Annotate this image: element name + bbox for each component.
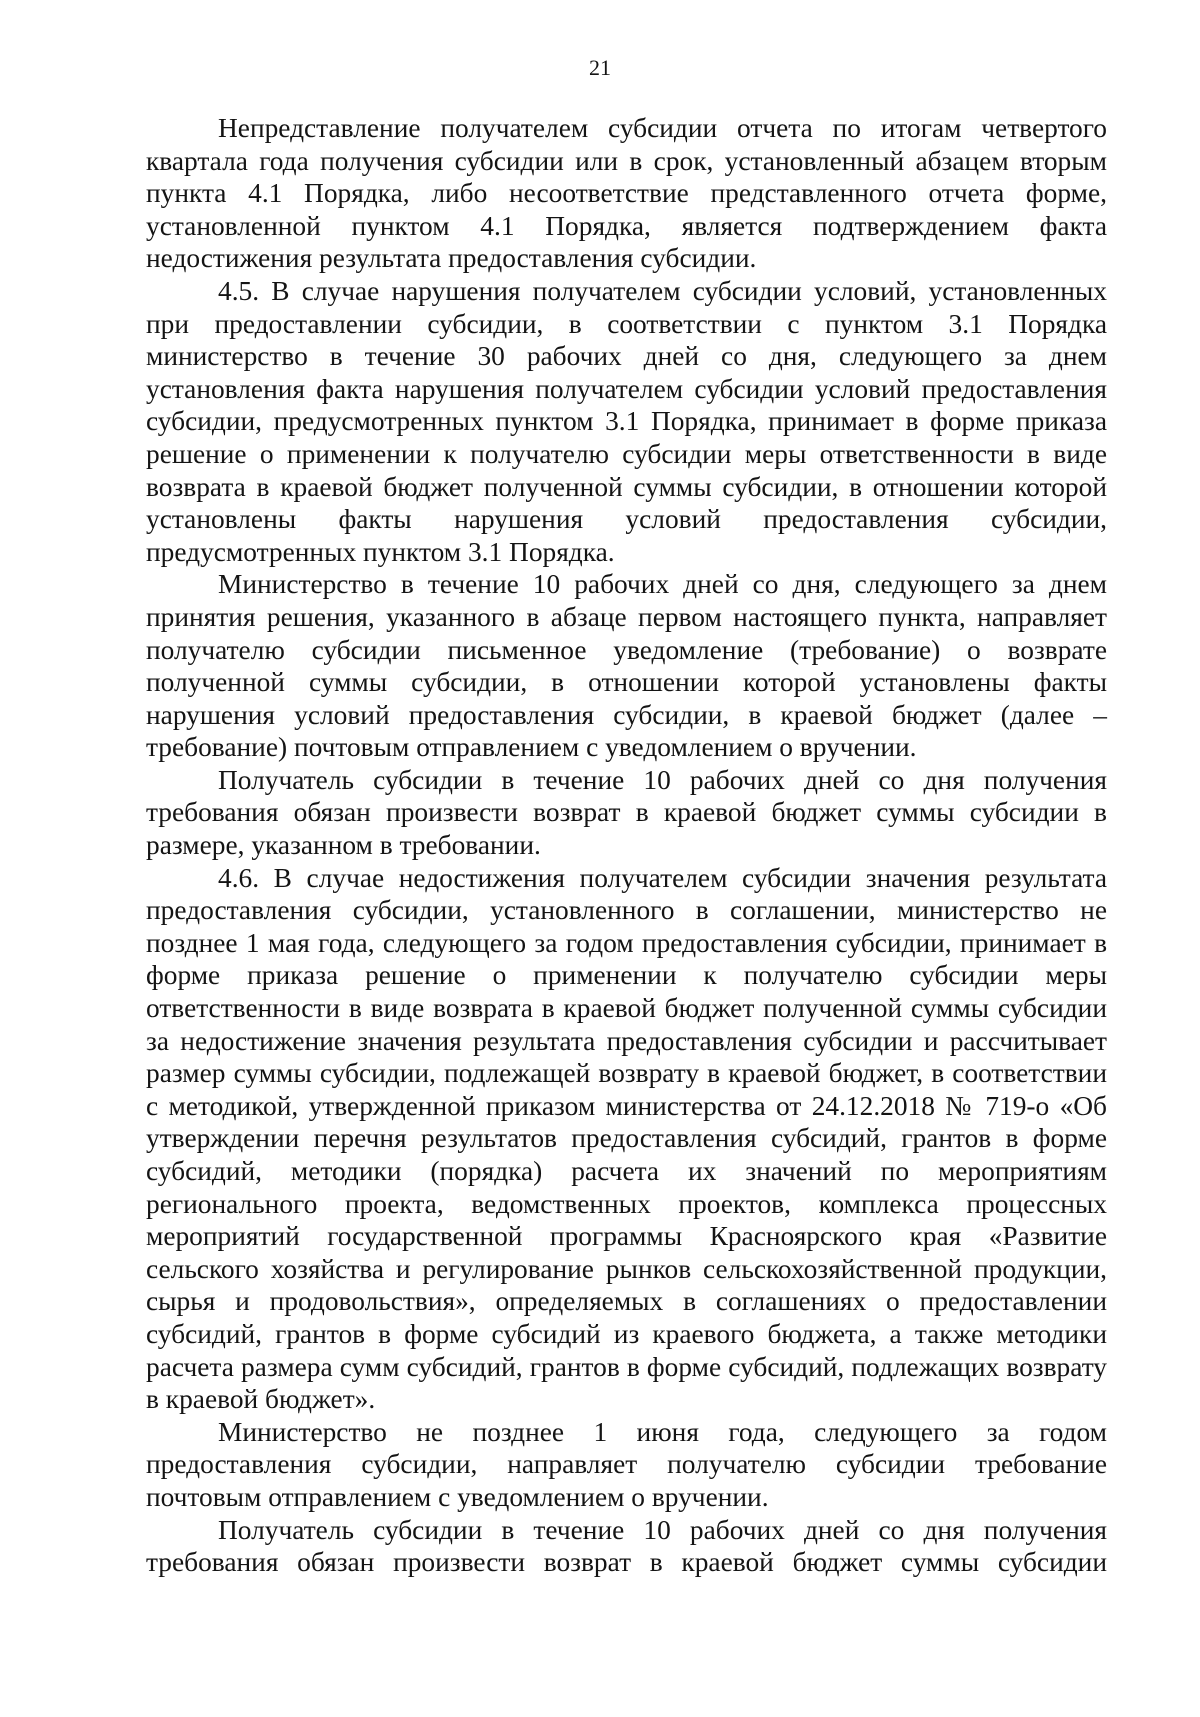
paragraph-recipient-refund: Получатель субсидии в течение 10 рабочих дней со дня получения требования обязан произвести возврат в краевой бюджет суммы субсидии в размере, указанном в требовании. [146, 764, 1107, 861]
paragraph-clause-4-5: 4.5. В случае нарушения получателем субсидии условий, установленных при предоставлении субсидии, в соответствии с пунктом 3.1 Порядка министерство в течение 30 рабочих дней со дня, следующего за днем установления факта нарушения получателем субсидии условий предоставления субсидии, предусмотренных пунктом 3.1 Порядка, принимает в форме приказа решение о применении к получателю субсидии меры ответственности в виде возврата в краевой бюджет полученной суммы субсидии, в отношении которой установлены факты нарушения условий предоставления субсидии, предусмотренных пунктом 3.1 Порядка. [146, 275, 1107, 567]
paragraph-report-nonsubmission: Непредставление получателем субсидии отчета по итогам четвертого квартала года получения субсидии или в срок, установленный абзацем вторым пункта 4.1 Порядка, либо несоответствие представленного отчета форме, установленной пунктом 4.1 Порядка, является подтверждением факта недостижения результата предоставления субсидии. [146, 113, 1107, 274]
page-number: 21 [589, 55, 611, 80]
paragraph-ministry-notice: Министерство в течение 10 рабочих дней со дня, следующего за днем принятия решения, указанного в абзаце первом настоящего пункта, направляет получателю субсидии письменное уведомление (требование) о возврате полученной суммы субсидии, в отношении которой установлены факты нарушения условий предоставления субсидии, в краевой бюджет (далее – требование) почтовым отправлением с уведомлением о вручении. [146, 569, 1107, 763]
paragraph-clause-4-6: 4.6. В случае недостижения получателем субсидии значения результата предоставления субсидии, установленного в соглашении, министерство не позднее 1 мая года, следующего за годом предоставления субсидии, принимает в форме приказа решение о применении к получателю субсидии меры ответственности в виде возврата в краевой бюджет полученной суммы субсидии за недостижение значения результата предоставления субсидии и рассчитывает размер суммы субсидии, подлежащей возврату в краевой бюджет, в соответствии с методикой, утвержденной приказом министерства от 24.12.2018 № 719-о «Об утверждении перечня результатов предоставления субсидий, грантов в форме субсидий, методики (порядка) расчета их значений по мероприятиям регионального проекта, ведомственных проектов, комплекса процессных мероприятий государственной программы Красноярского края «Развитие сельского хозяйства и регулирование рынков сельскохозяйственной продукции, сырья и продовольствия», определяемых в соглашениях о предоставлении субсидий, грантов в форме субсидий из краевого бюджета, а также методики расчета размера сумм субсидий, грантов в форме субсидий, подлежащих возврату в краевой бюджет». [146, 862, 1107, 1415]
paragraph-ministry-june-notice: Министерство не позднее 1 июня года, следующего за годом предоставления субсидии, направляет получателю субсидии требование почтовым отправлением с уведомлением о вручении. [146, 1416, 1107, 1512]
paragraph-recipient-refund-continued: Получатель субсидии в течение 10 рабочих дней со дня получения требования обязан произвести возврат в краевой бюджет суммы субсидии [146, 1514, 1107, 1578]
document-body [146, 112, 1107, 1579]
